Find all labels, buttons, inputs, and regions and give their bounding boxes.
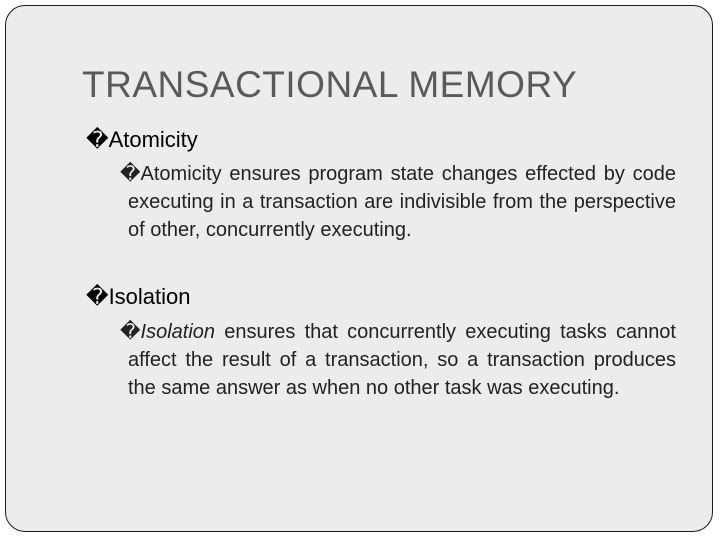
section-heading-isolation: Isolation [108,284,191,309]
bullet-icon: � [120,319,141,343]
isolation-body: ensures that concurrently executing tasks cannot affect the result of a transaction, so a transaction produces the same answer as when no other task was executing. [128,321,676,399]
bullet-icon: � [86,128,109,153]
section-heading-atomicity: Atomicity [108,127,198,152]
isolation-description [120,317,676,402]
bullet-isolation [86,284,191,310]
atomicity-body: Atomicity ensures program state changes effected by code executing in a transaction are indivisible from the perspective of other, concurrently executing. [128,163,676,241]
isolation-lead: Isolation [140,321,216,343]
bullet-icon: � [120,161,141,185]
slide-title: TRANSACTIONAL MEMORY [82,64,578,105]
bullet-atomicity [86,127,198,153]
atomicity-description [120,159,676,244]
bullet-icon: � [86,285,109,310]
slide [5,5,713,532]
